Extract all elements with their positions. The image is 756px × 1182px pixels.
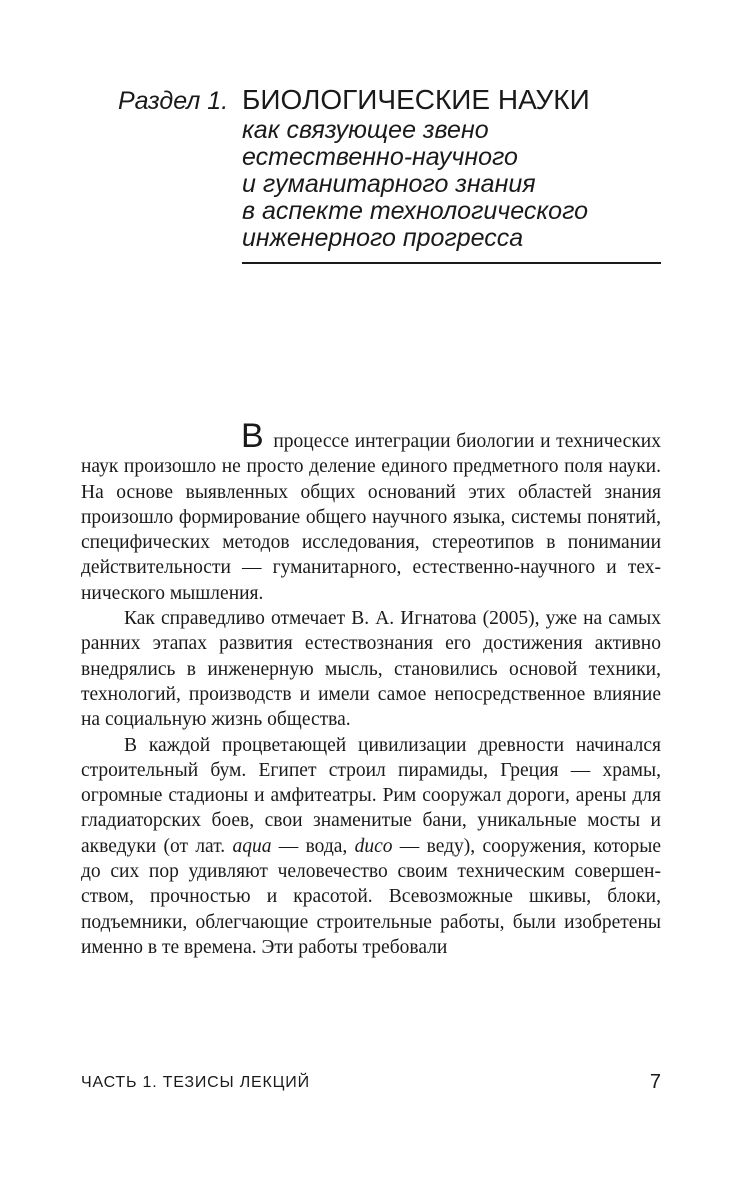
paragraph-3-text: — веду), сооружения, которые до сих пор удивляют человечество своим техническим совершенством, прочностью и красотой. Всевозможные шкивы, блоки, подъемники, облегчающие строительные работы, были изобретены именно в те времена. Эти работы требовали	[81, 835, 661, 958]
subtitle-line: естественно-научного	[242, 143, 518, 171]
paragraph-2: Как справедливо отмечает В. А. Игнатова (2005), уже на самых ранних этапах развития естествознания его достижения активно внедрялись в инженерную мысль, становились основой техники, технологий, производств и имели самое непосредственное влияние на социальную жизнь общества.	[81, 608, 661, 731]
section-subtitle	[242, 117, 662, 252]
running-footer: ЧАСТЬ 1. ТЕЗИСЫ ЛЕКЦИЙ	[81, 1074, 310, 1091]
body-text	[81, 417, 661, 960]
latin-term: duco	[354, 835, 393, 857]
paragraph-1-text: процессе интеграции биологии и технических наук произошло не просто деление единого предметного поля науки. На основе выявленных общих оснований этих областей знания произошло формирование общего научного языка, системы понятий, специфических методов исследования, стереотипов в понимании действительности — гуманитарного, естественно-научного и технического мышления.	[81, 431, 661, 604]
paragraph-3-text: В каждой процветающей цивилизации древности начинался строительный бум. Египет строил пирамиды, Греция — храмы, огромные стадионы и амфитеатры. Рим сооружал дороги, арены для гладиаторских боев, свои знаменитые бани, уникальные мосты и акведуки (от лат.	[81, 734, 661, 857]
subtitle-line: в аспекте технологического	[242, 197, 589, 225]
section-label: Раздел 1.	[118, 87, 229, 115]
title-divider	[242, 262, 661, 264]
section-title: БИОЛОГИЧЕСКИЕ НАУКИ	[242, 84, 590, 115]
subtitle-line: как связующее звено	[242, 116, 489, 144]
subtitle-line: инженерного прогресса	[242, 224, 524, 252]
paragraph-3	[81, 733, 661, 961]
paragraph-1	[81, 417, 661, 606]
drop-cap: В	[241, 417, 264, 455]
paragraph-3-text: — вода,	[271, 835, 355, 857]
latin-term: aqua	[232, 835, 272, 857]
subtitle-line: и гуманитарного знания	[242, 170, 536, 198]
page-number: 7	[649, 1071, 661, 1093]
